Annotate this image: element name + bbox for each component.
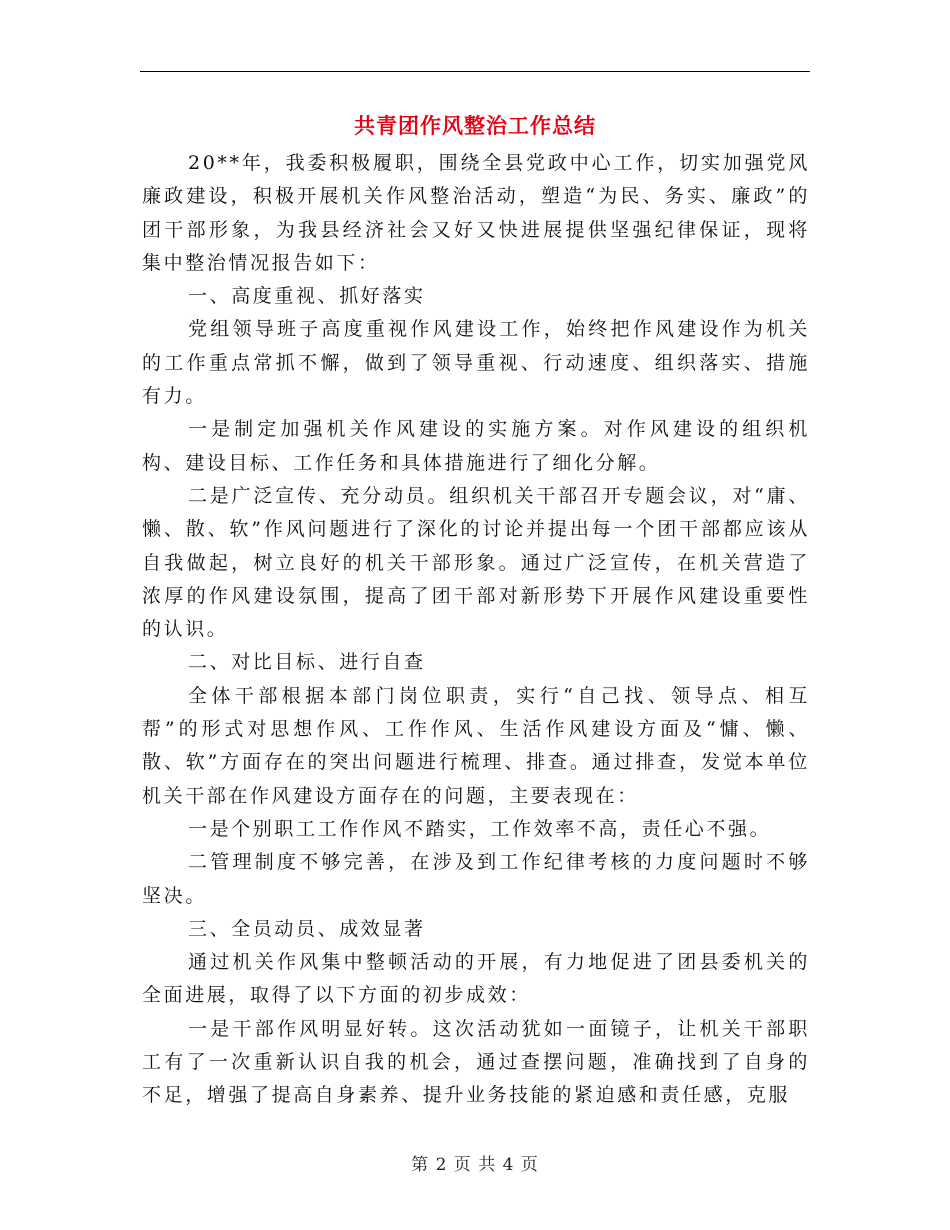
paragraph: 一是个别职工工作作风不踏实，工作效率不高，责任心不强。: [188, 817, 772, 840]
page-footer: [0, 1150, 950, 1175]
paragraph: 通过机关作风集中整顿活动的开展，有力地促进了团县委机关的全面进展，取得了以下方面的初步成效：: [142, 951, 810, 1007]
paragraph: 二是广泛宣传、充分动员。组织机关干部召开专题会议，对“庸、懒、散、软”作风问题进行了深化的讨论并提出每一个团干部都应该从自我做起，树立良好的机关干部形象。通过广泛宣传，在机关营造了浓厚的作风建设氛围，提高了团干部对新形势下开展作风建设重要性的认识。: [142, 484, 810, 641]
section-heading-2: 二、对比目标、进行自查: [188, 651, 426, 674]
section-heading-3: 三、全员动员、成效显著: [188, 917, 426, 940]
paragraph: 一是干部作风明显好转。这次活动犹如一面镜子，让机关干部职工有了一次重新认识自我的机会，通过查摆问题，准确找到了自身的不足，增强了提高自身素养、提升业务技能的紧迫感和责任感，克服: [142, 1017, 810, 1107]
paragraph: 二管理制度不够完善，在涉及到工作纪律考核的力度问题时不够坚决。: [142, 851, 810, 907]
paragraph-intro: 20**年，我委积极履职，围绕全县党政中心工作，切实加强党风廉政建设，积极开展机关作风整治活动，塑造“为民、务实、廉政”的团干部形象，为我县经济社会又好又快进展提供坚强纪律保证，现将集中整治情况报告如下：: [142, 152, 810, 274]
paragraph: 党组领导班子高度重视作风建设工作，始终把作风建设作为机关的工作重点常抓不懈，做到了领导重视、行动速度、组织落实、措施有力。: [142, 318, 810, 408]
section-heading-1: 一、高度重视、抓好落实: [188, 285, 426, 308]
paragraph: 全体干部根据本部门岗位职责，实行“自己找、领导点、相互帮”的形式对思想作风、工作作风、生活作风建设方面及“慵、懒、散、软”方面存在的突出问题进行梳理、排查。通过排查，发觉本单位机关干部在作风建设方面存在的问题，主要表现在：: [142, 684, 810, 807]
paragraph: 一是制定加强机关作风建设的实施方案。对作风建设的组织机构、建设目标、工作任务和具体措施进行了细化分解。: [142, 418, 810, 474]
document-body: [142, 147, 810, 1113]
page-number-label: 第 2 页 共 4 页: [411, 1155, 539, 1175]
document-title: 共青团作风整治工作总结: [354, 113, 596, 138]
header-rule: [140, 71, 810, 72]
